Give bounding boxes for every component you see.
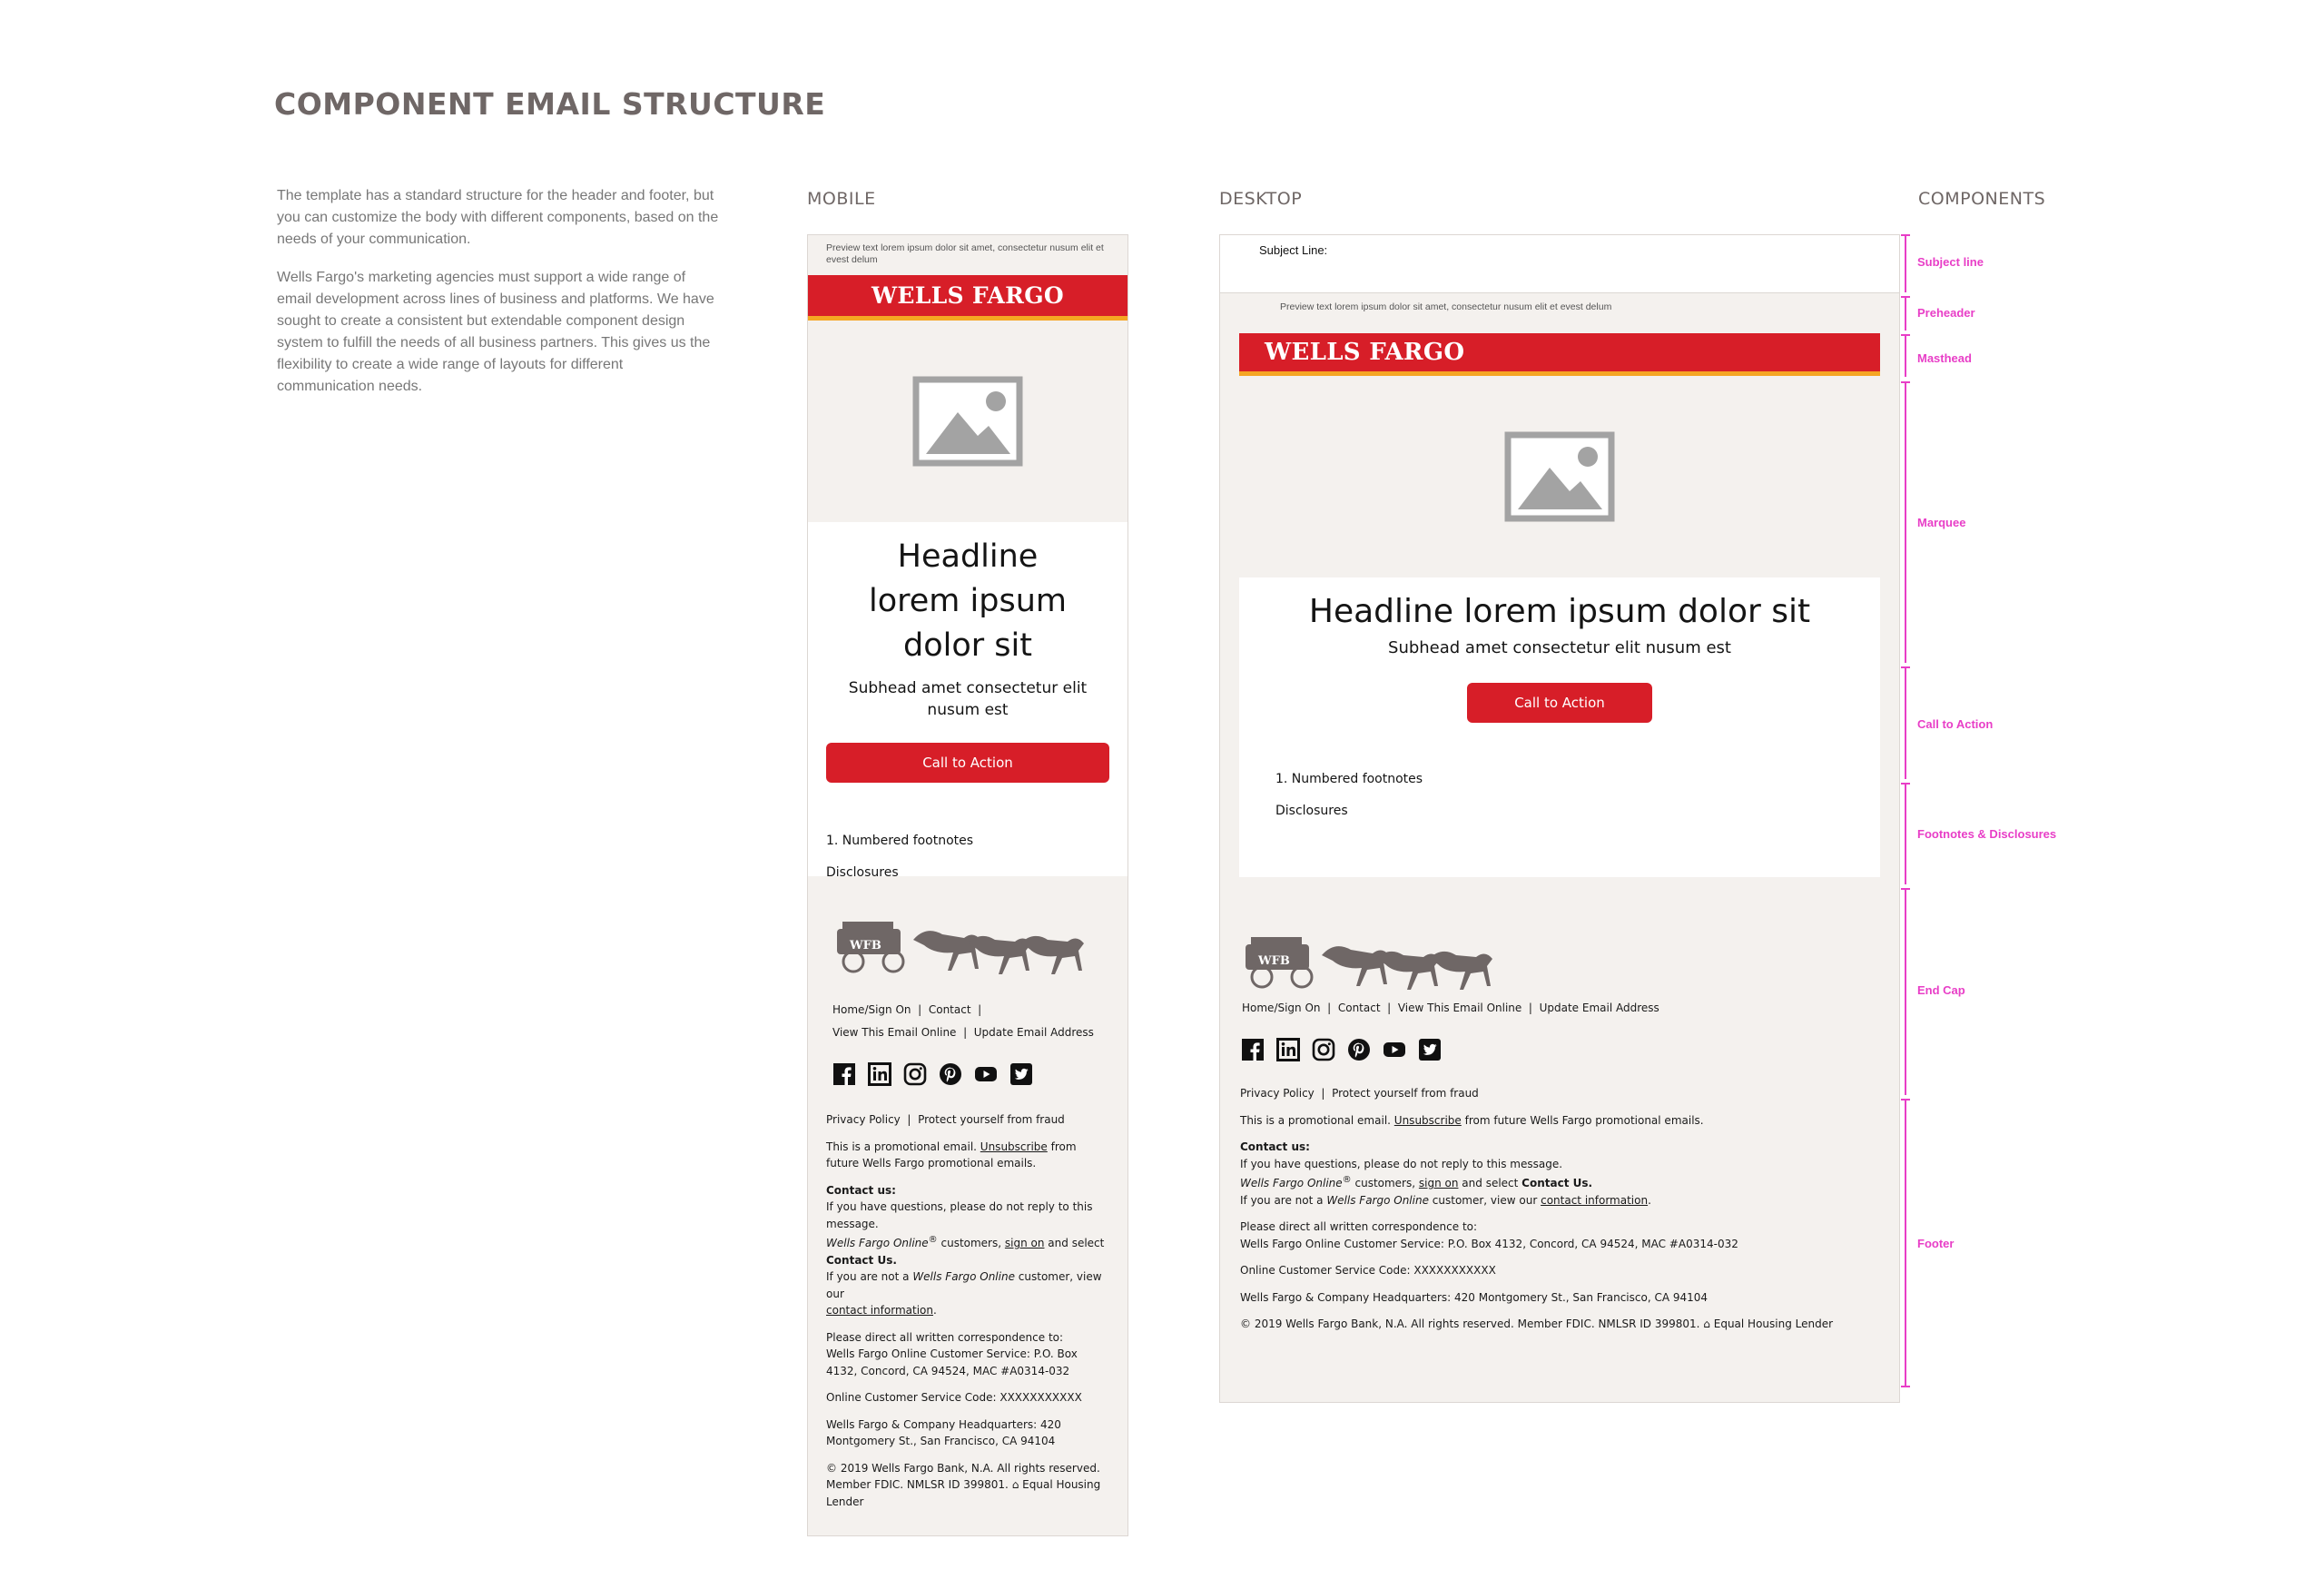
link-update-email[interactable]: Update Email Address xyxy=(973,1026,1094,1039)
desktop-youtube-icon[interactable] xyxy=(1383,1038,1406,1061)
content-area xyxy=(808,522,1128,880)
desktop-contact-us-bold: Contact Us. xyxy=(1521,1177,1593,1189)
column-label-mobile: MOBILE xyxy=(807,189,876,209)
intro-text xyxy=(277,185,722,414)
wfo-name-2: Wells Fargo Online xyxy=(912,1270,1015,1283)
desktop-footer: Privacy Policy | Protect yourself from fraud This is a promotional email. Unsubscribe from future Wells Fargo promotional emails. Contact us: If you have questions, please do not reply to this message. Wells Fargo Online® customers, sign on and select Contact Us. If you are not a Wells Fargo Online customer, view our contact information. Please direct all written correspondence to: Wells Fargo Online Customer Service: P.O. Box 4132, Concord, CA 94524, MAC #A0314-032 Online Customer Service Code: XXXXXXXXXXX Wells Fargo & Company Headquarters: 420 Montgomery St., San Francisco, CA 94104 © 2019 Wells Fargo Bank, N.A. All rights reserved. Member FDIC. NMLSR ID 399801. ⌂ Equal Housing Lender xyxy=(1220,1061,1899,1333)
component-label-marquee: Marquee xyxy=(1917,516,1966,529)
desktop-customers-text: customers, xyxy=(1354,1177,1416,1189)
component-label-footnotes-disclosures: Footnotes & Disclosures xyxy=(1917,827,2057,841)
youtube-icon[interactable] xyxy=(974,1062,998,1086)
bracket-masthead xyxy=(1905,334,1906,377)
bracket-preheader xyxy=(1905,296,1906,331)
desktop-promo-notice-end: from future Wells Fargo promotional emails. xyxy=(1464,1113,1704,1127)
column-label-components: COMPONENTS xyxy=(1918,189,2046,209)
bracket-end-cap xyxy=(1905,888,1906,1095)
desktop-link-sign-on[interactable]: sign on xyxy=(1418,1177,1459,1189)
promo-notice-end: from future Wells Fargo promotional emails. xyxy=(826,1140,1077,1170)
desktop-headquarters: Wells Fargo & Company Headquarters: 420 Montgomery St., San Francisco, CA 94104 xyxy=(1240,1290,1709,1304)
footer-links: Home/Sign On | Contact | View This Email Online | Update Email Address xyxy=(832,1003,1094,1039)
desktop-correspondence-text: Please direct all written correspondence to: xyxy=(1240,1220,1478,1233)
desktop-linkedin-icon[interactable] xyxy=(1276,1038,1300,1061)
facebook-icon[interactable] xyxy=(832,1062,856,1086)
link-home-sign-on[interactable]: Home/Sign On xyxy=(832,1003,911,1016)
desktop-not-a-text: If you are not a xyxy=(1240,1193,1324,1207)
link-view-online[interactable]: View This Email Online xyxy=(832,1026,957,1039)
bracket-tick xyxy=(1901,234,1910,236)
desktop-email xyxy=(1219,292,1900,1403)
desktop-footnotes: 1. Numbered footnotes xyxy=(1275,772,1423,786)
desktop-promo-notice: This is a promotional email. xyxy=(1240,1113,1391,1127)
instagram-icon[interactable] xyxy=(903,1062,927,1086)
bracket-subject-line xyxy=(1905,234,1906,292)
desktop-link-home-sign-on[interactable]: Home/Sign On xyxy=(1242,1002,1321,1014)
promo-notice: This is a promotional email. xyxy=(826,1140,977,1153)
linkedin-icon[interactable] xyxy=(868,1062,891,1086)
bracket-tick xyxy=(1901,1099,1910,1100)
bracket-tick xyxy=(1901,1386,1910,1387)
component-label-call-to-action: Call to Action xyxy=(1917,717,1994,731)
mobile-email xyxy=(807,234,1128,1536)
desktop-pinterest-icon[interactable] xyxy=(1347,1038,1371,1061)
customer-view-text: customer, view our xyxy=(826,1270,1102,1300)
bracket-tick xyxy=(1901,296,1910,298)
desktop-twitter-icon[interactable] xyxy=(1418,1038,1442,1061)
customers-text: customers, xyxy=(940,1237,1002,1249)
desktop-equal-housing-lender: Equal Housing Lender xyxy=(1713,1318,1834,1330)
contact-us-heading: Contact us: xyxy=(826,1183,896,1197)
link-protect-from-fraud[interactable]: Protect yourself from fraud xyxy=(918,1113,1065,1126)
headquarters: Wells Fargo & Company Headquarters: 420 Montgomery St., San Francisco, CA 94104 xyxy=(826,1417,1061,1447)
desktop-equal-housing-icon: ⌂ xyxy=(1703,1318,1710,1330)
column-label-desktop: DESKTOP xyxy=(1219,189,1303,209)
desktop-preheader: Preview text lorem ipsum dolor sit amet, consectetur nusum elit et evest delum xyxy=(1280,301,1612,312)
mailing-address: Wells Fargo Online Customer Service: P.O. Box 4132, Concord, CA 94524, MAC #A0314-032 xyxy=(826,1347,1078,1377)
component-label-footer: Footer xyxy=(1917,1237,1955,1250)
bracket-marquee xyxy=(1905,381,1906,663)
desktop-end-cap xyxy=(1220,877,1899,994)
bracket-tick xyxy=(1901,334,1910,336)
image-placeholder-icon xyxy=(912,376,1023,467)
desktop-link-update-email[interactable]: Update Email Address xyxy=(1539,1002,1659,1014)
bracket-tick xyxy=(1901,666,1910,668)
component-label-subject-line: Subject line xyxy=(1917,255,1984,269)
desktop-link-unsubscribe[interactable]: Unsubscribe xyxy=(1393,1113,1462,1127)
desktop-headline: Headline lorem ipsum dolor sit xyxy=(1308,593,1811,630)
wfo-name: Wells Fargo Online xyxy=(826,1237,929,1249)
desktop-stagecoach-logo xyxy=(1240,928,1509,990)
link-sign-on[interactable]: sign on xyxy=(1004,1237,1045,1249)
and-select-text: and select xyxy=(1048,1237,1105,1249)
disclosures: Disclosures xyxy=(826,865,899,880)
link-unsubscribe[interactable]: Unsubscribe xyxy=(980,1140,1048,1153)
desktop-subhead: Subhead amet consectetur elit nusum est xyxy=(1388,638,1731,657)
bracket-tick xyxy=(1901,783,1910,785)
desktop-no-reply-text: If you have questions, please do not reply to this message. xyxy=(1240,1157,1563,1170)
intro-paragraph-1: The template has a standard structure for the header and footer, but you can customize the body with different components, based on the needs of your communication. xyxy=(277,188,719,247)
svg-text:WFB: WFB xyxy=(850,939,881,952)
bracket-tick xyxy=(1901,381,1910,383)
marquee-image xyxy=(808,321,1128,522)
desktop-footer-links: Home/Sign On | Contact | View This Email Online | Update Email Address xyxy=(1242,1002,1659,1014)
desktop-disclosures: Disclosures xyxy=(1275,804,1348,818)
intro-paragraph-2: Wells Fargo's marketing agencies must support a wide range of email development across lines of business and platforms. We have sought to create a consistent but extendable component design system to fulfill the needs of all business partners. This gives us the flexibility to create a wide range of layouts for different communication needs. xyxy=(277,270,714,394)
pinterest-icon[interactable] xyxy=(939,1062,962,1086)
desktop-social-icons xyxy=(1220,1014,1899,1061)
not-a-text: If you are not a xyxy=(826,1270,910,1283)
correspondence-text: Please direct all written correspondence to: xyxy=(826,1330,1064,1344)
subhead: Subhead amet consectetur elit nusum est xyxy=(848,679,1088,719)
desktop-copyright: © 2019 Wells Fargo Bank, N.A. All rights reserved. Member FDIC. NMLSR ID 399801. xyxy=(1240,1318,1700,1330)
bracket-tick xyxy=(1901,888,1910,890)
component-label-masthead: Masthead xyxy=(1917,351,1972,365)
desktop-and-select-text: and select xyxy=(1462,1177,1519,1189)
desktop-customer-view-text: customer, view our xyxy=(1432,1193,1538,1207)
call-to-action-button[interactable]: Call to Action xyxy=(826,743,1109,783)
footnotes: 1. Numbered footnotes xyxy=(826,834,974,848)
brand-logo: WELLS FARGO xyxy=(872,282,1064,309)
desktop-link-protect-from-fraud[interactable]: Protect yourself from fraud xyxy=(1332,1087,1479,1100)
link-contact[interactable]: Contact xyxy=(928,1003,971,1016)
masthead xyxy=(808,275,1128,321)
desktop-content-area xyxy=(1239,577,1880,877)
link-contact-information[interactable]: contact information xyxy=(826,1304,933,1317)
desktop-wfo-name: Wells Fargo Online xyxy=(1240,1177,1343,1189)
desktop-mailing-address: Wells Fargo Online Customer Service: P.O. Box 4132, Concord, CA 94524, MAC #A0314-032 xyxy=(1240,1237,1738,1250)
desktop-link-view-online[interactable]: View This Email Online xyxy=(1397,1002,1522,1014)
equal-housing-lender: Equal Housing Lender xyxy=(826,1478,1101,1508)
no-reply-text: If you have questions, please do not reply to this message. xyxy=(826,1200,1093,1230)
copyright: © 2019 Wells Fargo Bank, N.A. All rights reserved. Member FDIC. NMLSR ID 399801. xyxy=(826,1461,1100,1491)
desktop-wfo-name-2: Wells Fargo Online xyxy=(1326,1193,1429,1207)
service-code: Online Customer Service Code: XXXXXXXXXXX xyxy=(826,1391,1082,1404)
twitter-icon[interactable] xyxy=(1009,1062,1033,1086)
page-title: COMPONENT EMAIL STRUCTURE xyxy=(274,86,826,122)
social-icons xyxy=(808,1044,1128,1086)
component-label-end-cap: End Cap xyxy=(1917,983,1965,997)
desktop-image-placeholder-icon xyxy=(1504,431,1615,522)
svg-text:WFB: WFB xyxy=(1258,954,1290,968)
desktop-brand-logo: WELLS FARGO xyxy=(1265,339,1465,366)
end-cap xyxy=(808,876,1128,979)
link-privacy-policy[interactable]: Privacy Policy xyxy=(826,1113,901,1126)
bracket-footer xyxy=(1905,1099,1906,1387)
desktop-instagram-icon[interactable] xyxy=(1312,1038,1335,1061)
desktop-link-privacy-policy[interactable]: Privacy Policy xyxy=(1240,1087,1315,1100)
desktop-link-contact[interactable]: Contact xyxy=(1337,1002,1381,1014)
equal-housing-icon: ⌂ xyxy=(1011,1478,1019,1491)
footer: Privacy Policy | Protect yourself from fraud This is a promotional email. Unsubscribe from future Wells Fargo promotional emails. Contact us: If you have questions, please do not reply to this message. Wells Fargo Online® customers, sign on and select Contact Us. If you are not a Wells Fargo Online customer, view our contact information. Please direct all written correspondence to: Wells Fargo Online Customer Service: P.O. Box 4132, Concord, CA 94524, MAC #A0314-032 Online Customer Service Code: XXXXXXXXXXX Wells Fargo & Company Headquarters: 420 Montgomery St., San Francisco, CA 94104 © 2019 Wells Fargo Bank, N.A. All rights reserved. Member FDIC. NMLSR ID 399801. ⌂ Equal Housing Lender xyxy=(808,1086,1128,1510)
desktop-masthead xyxy=(1239,333,1880,376)
desktop-facebook-icon[interactable] xyxy=(1241,1038,1265,1061)
preheader: Preview text lorem ipsum dolor sit amet, consectetur nusum elit et evest delum xyxy=(808,235,1128,275)
desktop-contact-us-heading: Contact us: xyxy=(1240,1140,1310,1153)
bracket-call-to-action xyxy=(1905,666,1906,779)
contact-us-bold: Contact Us. xyxy=(826,1253,897,1267)
headline: Headline lorem ipsum dolor sit xyxy=(869,538,1067,664)
bracket-footnotes xyxy=(1905,783,1906,884)
desktop-subject-line xyxy=(1219,234,1900,292)
desktop-marquee-image xyxy=(1239,376,1880,577)
desktop-service-code: Online Customer Service Code: XXXXXXXXXXX xyxy=(1240,1264,1496,1277)
desktop-link-contact-information[interactable]: contact information xyxy=(1541,1193,1649,1207)
stagecoach-logo xyxy=(832,913,1100,974)
desktop-call-to-action-button[interactable]: Call to Action xyxy=(1467,683,1652,723)
component-label-preheader: Preheader xyxy=(1917,306,1975,320)
subject-line-label: Subject Line: xyxy=(1259,243,1328,257)
